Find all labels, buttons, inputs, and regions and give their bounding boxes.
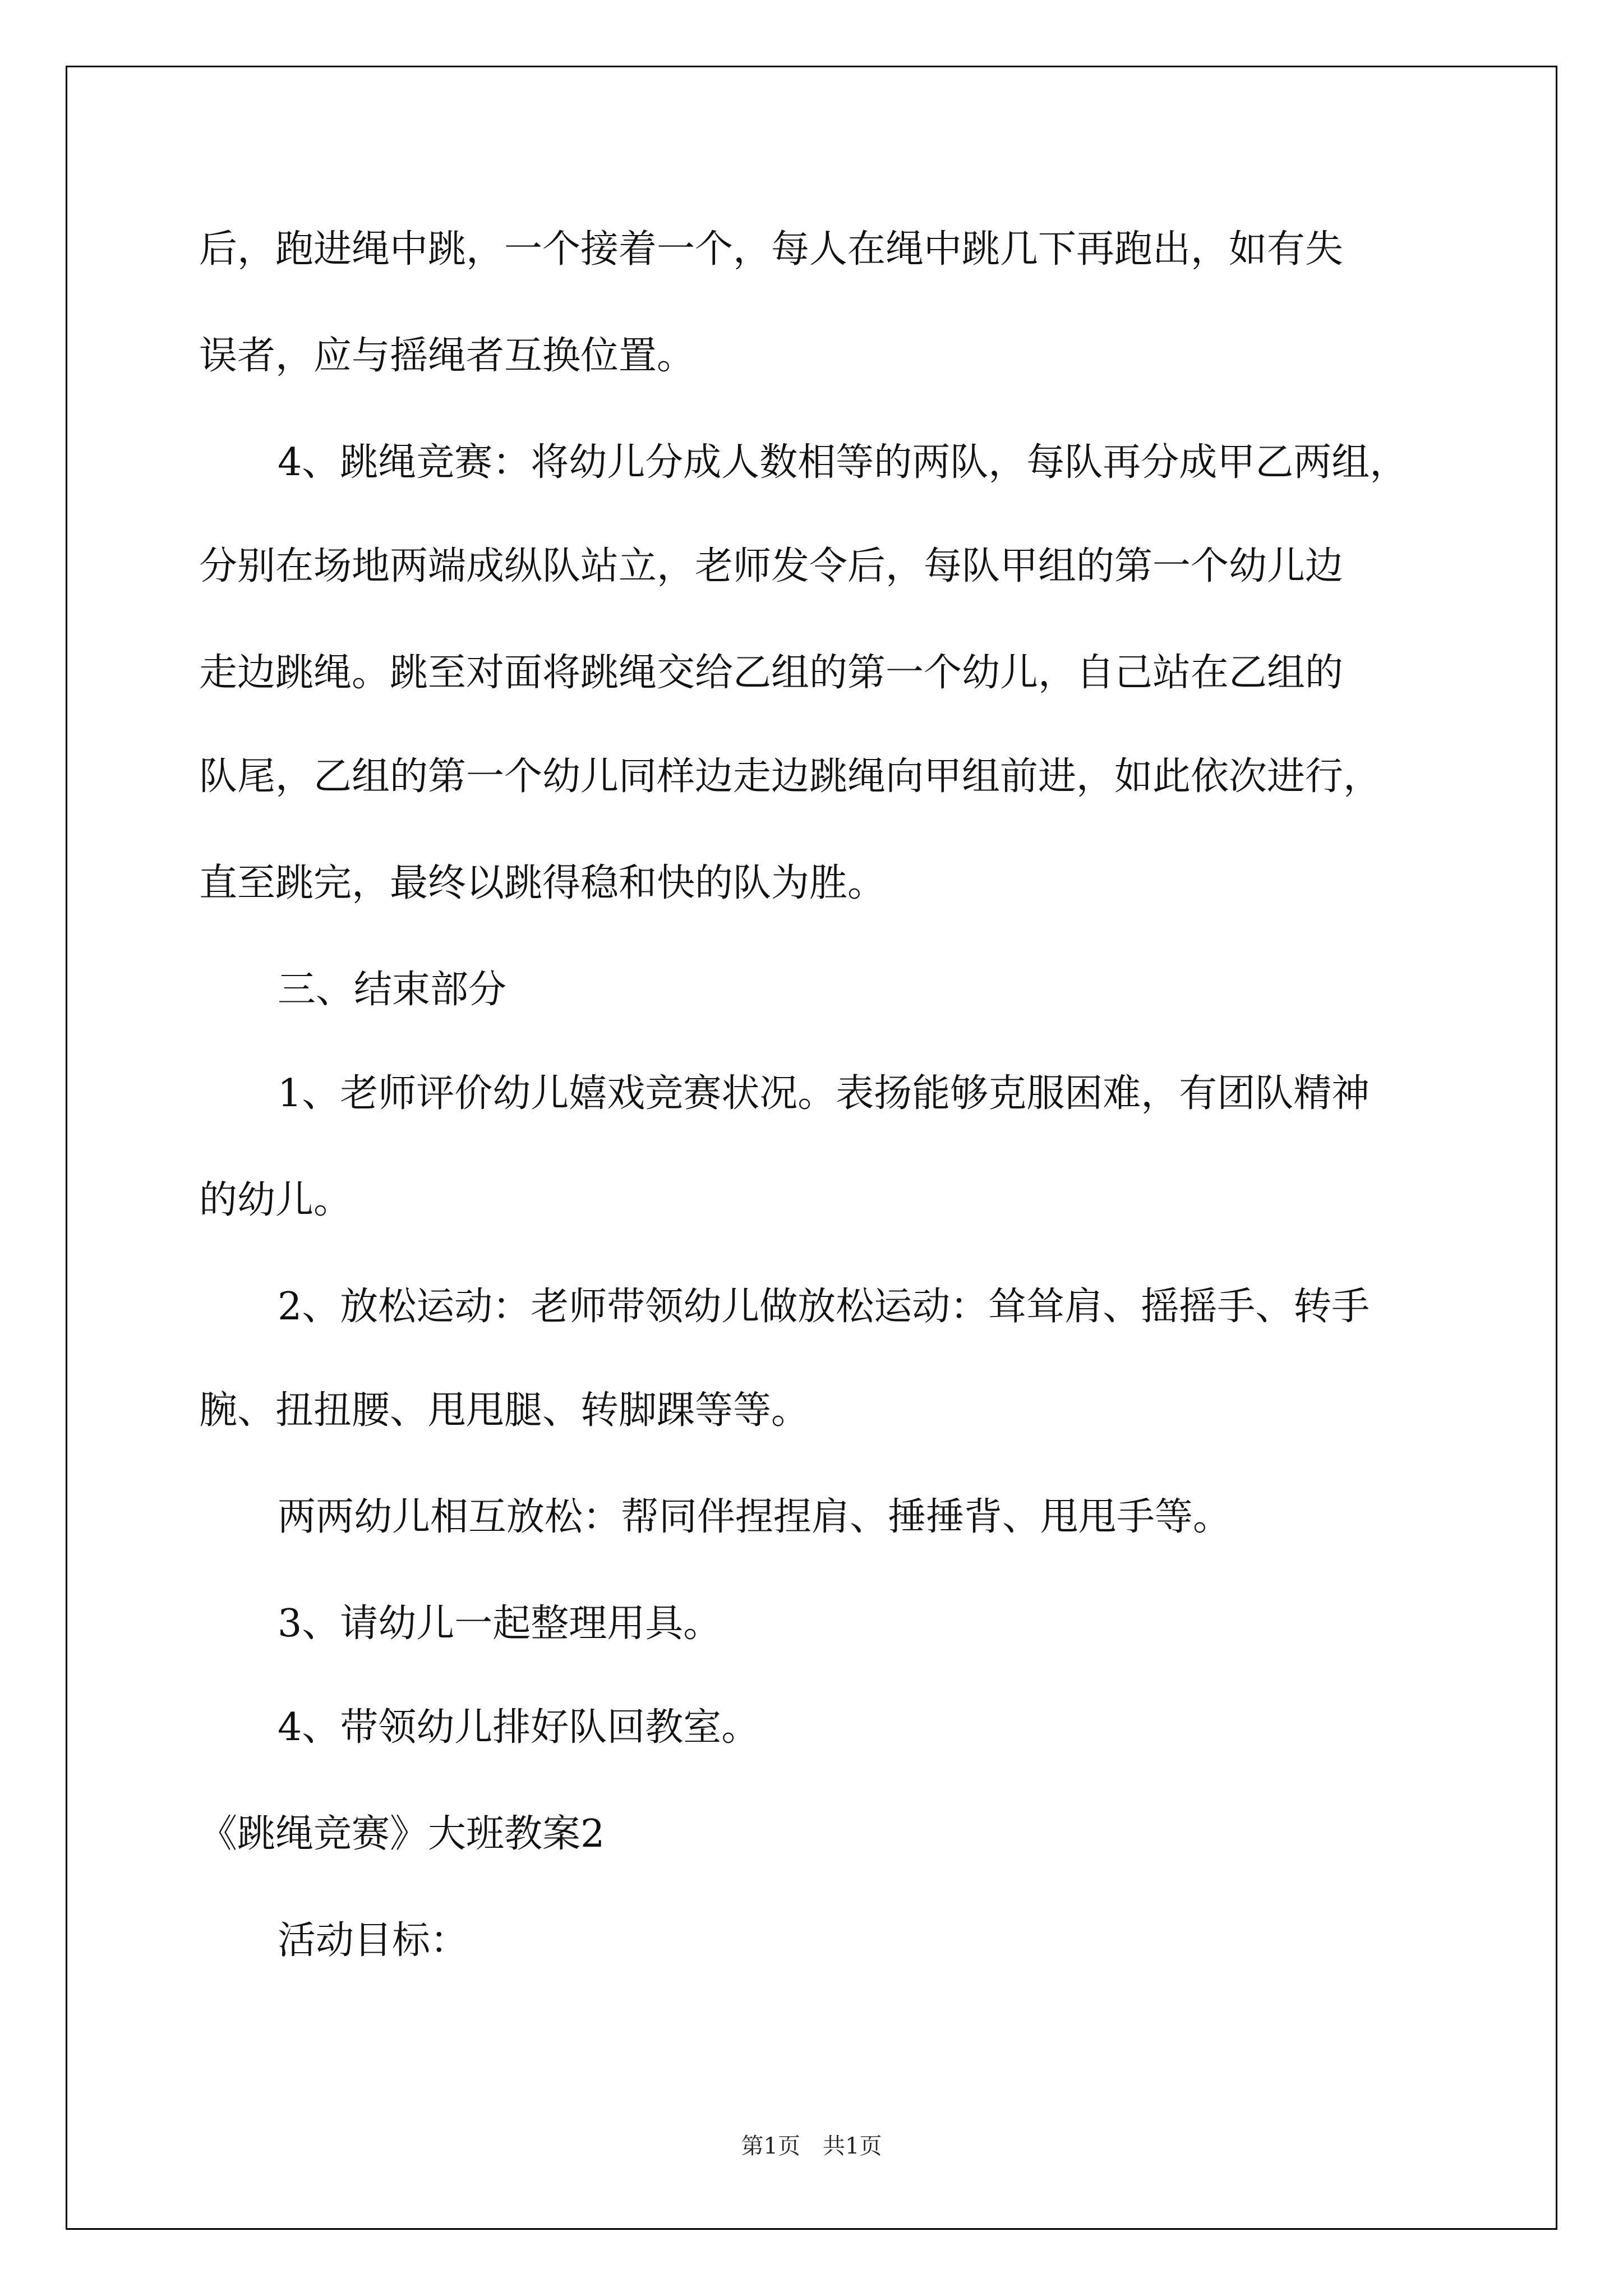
body-text-line: 腕、扭扭腰、甩甩腿、转脚踝等等。 xyxy=(199,1388,810,1433)
body-text-line: 队尾，乙组的第一个幼儿同样边走边跳绳向甲组前进，如此依次进行， xyxy=(199,754,1382,799)
body-text-line: 4、跳绳竞赛：将幼儿分成人数相等的两队，每队再分成甲乙两组， xyxy=(278,440,1408,485)
lesson-plan-title: 《跳绳竞赛》大班教案2 xyxy=(199,1812,605,1856)
body-text-line: 走边跳绳。跳至对面将跳绳交给乙组的第一个幼儿，自己站在乙组的 xyxy=(199,651,1344,695)
body-text-line: 误者，应与摇绳者互换位置。 xyxy=(199,334,695,378)
page-number-footer: 第1页 共1页 xyxy=(741,2133,882,2159)
section-heading: 三、结束部分 xyxy=(278,968,507,1012)
body-text-line: 1、老师评价幼儿嬉戏竞赛状况。表扬能够克服困难，有团队精神 xyxy=(278,1071,1370,1116)
section-heading: 活动目标： xyxy=(278,1918,469,1963)
body-text-line: 后，跑进绳中跳，一个接着一个，每人在绳中跳几下再跑出，如有失 xyxy=(199,227,1344,272)
body-text-line: 4、带领幼儿排好队回教室。 xyxy=(278,1705,760,1750)
body-text-line: 直至跳完，最终以跳得稳和快的队为胜。 xyxy=(199,861,886,905)
page-border xyxy=(66,66,1557,2230)
body-text-line: 分别在场地两端成纵队站立，老师发令后，每队甲组的第一个幼儿边 xyxy=(199,544,1344,588)
body-text-line: 两两幼儿相互放松：帮同伴捏捏肩、捶捶背、甩甩手等。 xyxy=(278,1495,1232,1539)
body-text-line: 3、请幼儿一起整理用具。 xyxy=(278,1602,722,1646)
body-text-line: 的幼儿。 xyxy=(199,1178,352,1222)
body-text-line: 2、放松运动：老师带领幼儿做放松运动：耸耸肩、摇摇手、转手 xyxy=(278,1285,1370,1329)
